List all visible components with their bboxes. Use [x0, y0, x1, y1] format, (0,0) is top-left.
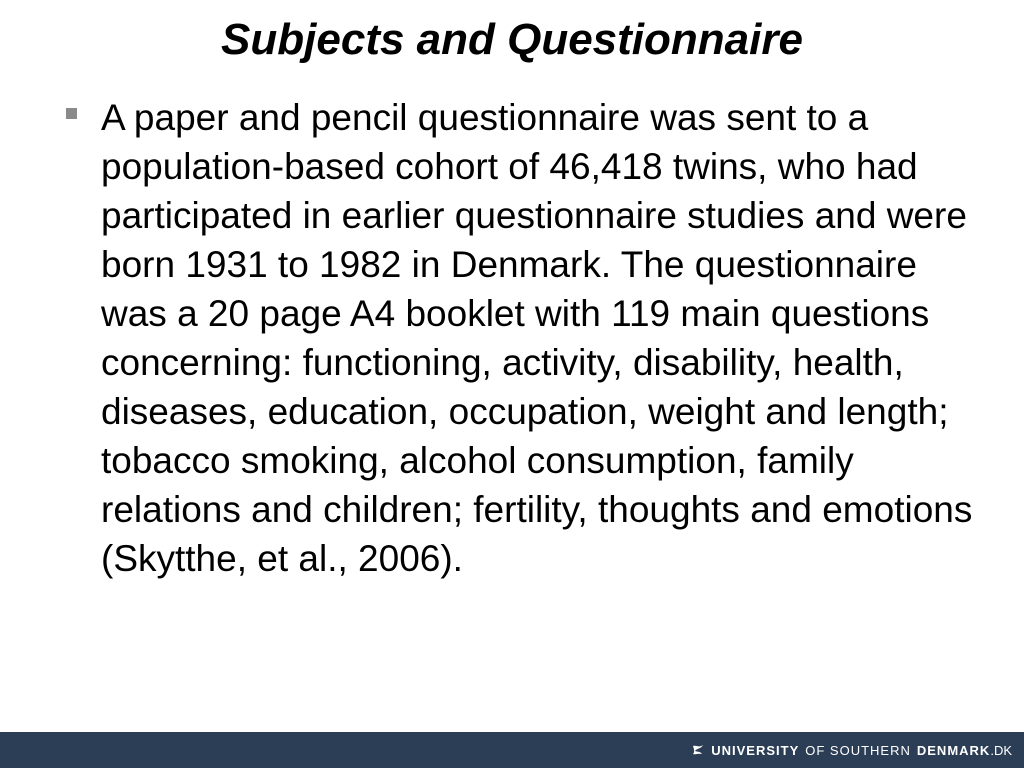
- bullet-text: A paper and pencil questionnaire was sent to a population-based cohort of 46,418 twins, who had participated in earlier questionnaire studies and were born 1931 to 1982 in Denmark. The questionnaire was a 20 page A4 booklet with 119 main questions concerning: functioning, activity, disability, health, diseases, education, occupation, weight and length; tobacco smoking, alcohol consumption, family relations and children; fertility, thoughts and emotions (Skytthe, et al., 2006).: [101, 97, 973, 579]
- bullet-item: [62, 93, 982, 583]
- brand-dk: .DK: [990, 742, 1012, 758]
- slide-title: Subjects and Questionnaire: [221, 15, 803, 64]
- brand-of-southern: OF SOUTHERN: [805, 742, 911, 758]
- brand-university: UNIVERSITY: [711, 742, 800, 758]
- footer-bar: [0, 732, 1024, 768]
- university-seal-icon: [691, 743, 705, 757]
- square-bullet-icon: [66, 108, 77, 119]
- brand-denmark: DENMARK: [916, 742, 991, 758]
- bullet-list: [62, 93, 982, 583]
- university-brand: [691, 732, 1012, 768]
